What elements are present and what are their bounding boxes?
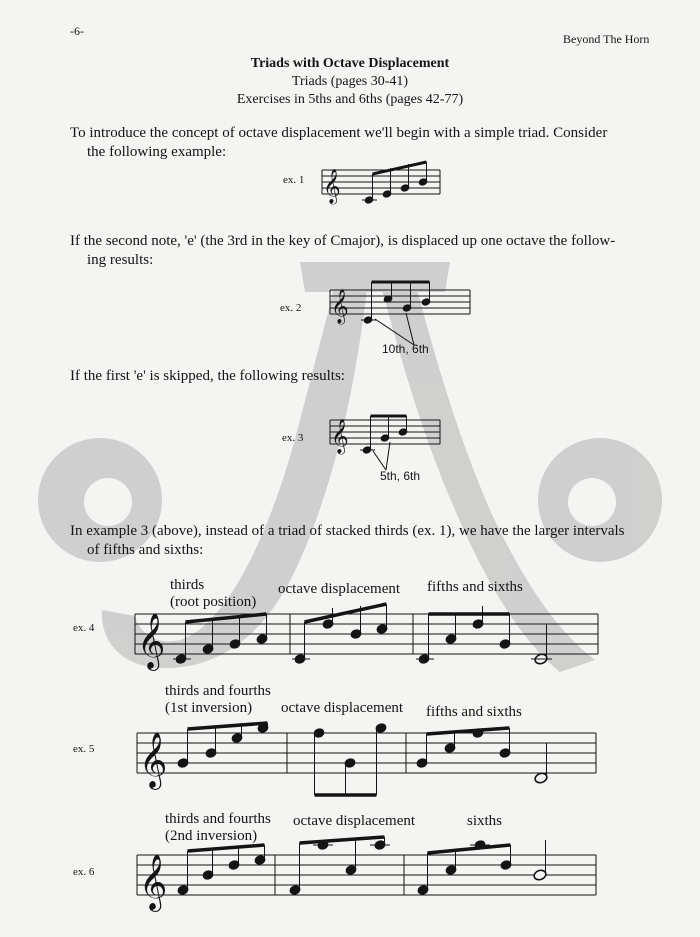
example-2-label: ex. 2	[280, 302, 302, 314]
caption-line: (root position)	[170, 594, 257, 610]
svg-text:𝄞: 𝄞	[331, 419, 349, 454]
running-title: Beyond The Horn	[563, 32, 650, 46]
paragraph-line: To introduce the concept of octave displacement we'll begin with a simple triad. Consider	[70, 125, 608, 141]
svg-text:𝄞: 𝄞	[137, 613, 166, 669]
example-6-caption-octave: octave displacement	[293, 813, 416, 829]
example-3-label: ex. 3	[282, 432, 304, 444]
example-4-caption-fifths: fifths and sixths	[427, 579, 523, 595]
page-number: -6-	[70, 24, 84, 38]
example-5-label: ex. 5	[73, 743, 95, 755]
example-5-caption-fifths: fifths and sixths	[426, 704, 522, 720]
paragraph-line: the following example:	[87, 144, 227, 160]
paragraph-line: In example 3 (above), instead of a triad of stacked thirds (ex. 1), we have the larger intervals	[70, 523, 625, 539]
svg-text:𝄞: 𝄞	[331, 289, 349, 324]
caption-line: thirds and fourths	[165, 811, 271, 827]
example-2-interval-annotation: 10th, 6th	[382, 342, 429, 356]
example-3-interval-annotation: 5th, 6th	[380, 469, 421, 483]
caption-line: (1st inversion)	[165, 700, 253, 716]
paragraph-line: of fifths and sixths:	[87, 542, 204, 558]
example-1-label: ex. 1	[283, 174, 305, 186]
svg-text:𝄞: 𝄞	[139, 854, 168, 910]
example-4-label: ex. 4	[73, 622, 95, 634]
example-6-caption-sixths: sixths	[467, 813, 503, 829]
example-5-caption-octave: octave displacement	[281, 700, 404, 716]
paragraph-skip: If the first 'e' is skipped, the following results:	[70, 368, 345, 384]
subtitle-triads: Triads (pages 30-41)	[291, 74, 409, 89]
subtitle-exercises: Exercises in 5ths and 6ths (pages 42-77)	[236, 92, 464, 107]
caption-line: thirds	[170, 577, 205, 593]
example-6-label: ex. 6	[73, 866, 95, 878]
svg-text:𝄞: 𝄞	[323, 169, 341, 204]
paragraph-line: ing results:	[87, 252, 154, 268]
caption-line: thirds and fourths	[165, 683, 271, 699]
svg-text:𝄞: 𝄞	[139, 732, 168, 788]
example-4-caption-octave: octave displacement	[278, 581, 401, 597]
paragraph-line: If the second note, 'e' (the 3rd in the key of Cmajor), is displaced up one octave the follow-	[70, 233, 616, 249]
caption-line: (2nd inversion)	[165, 828, 258, 844]
section-title: Triads with Octave Displacement	[250, 56, 450, 71]
